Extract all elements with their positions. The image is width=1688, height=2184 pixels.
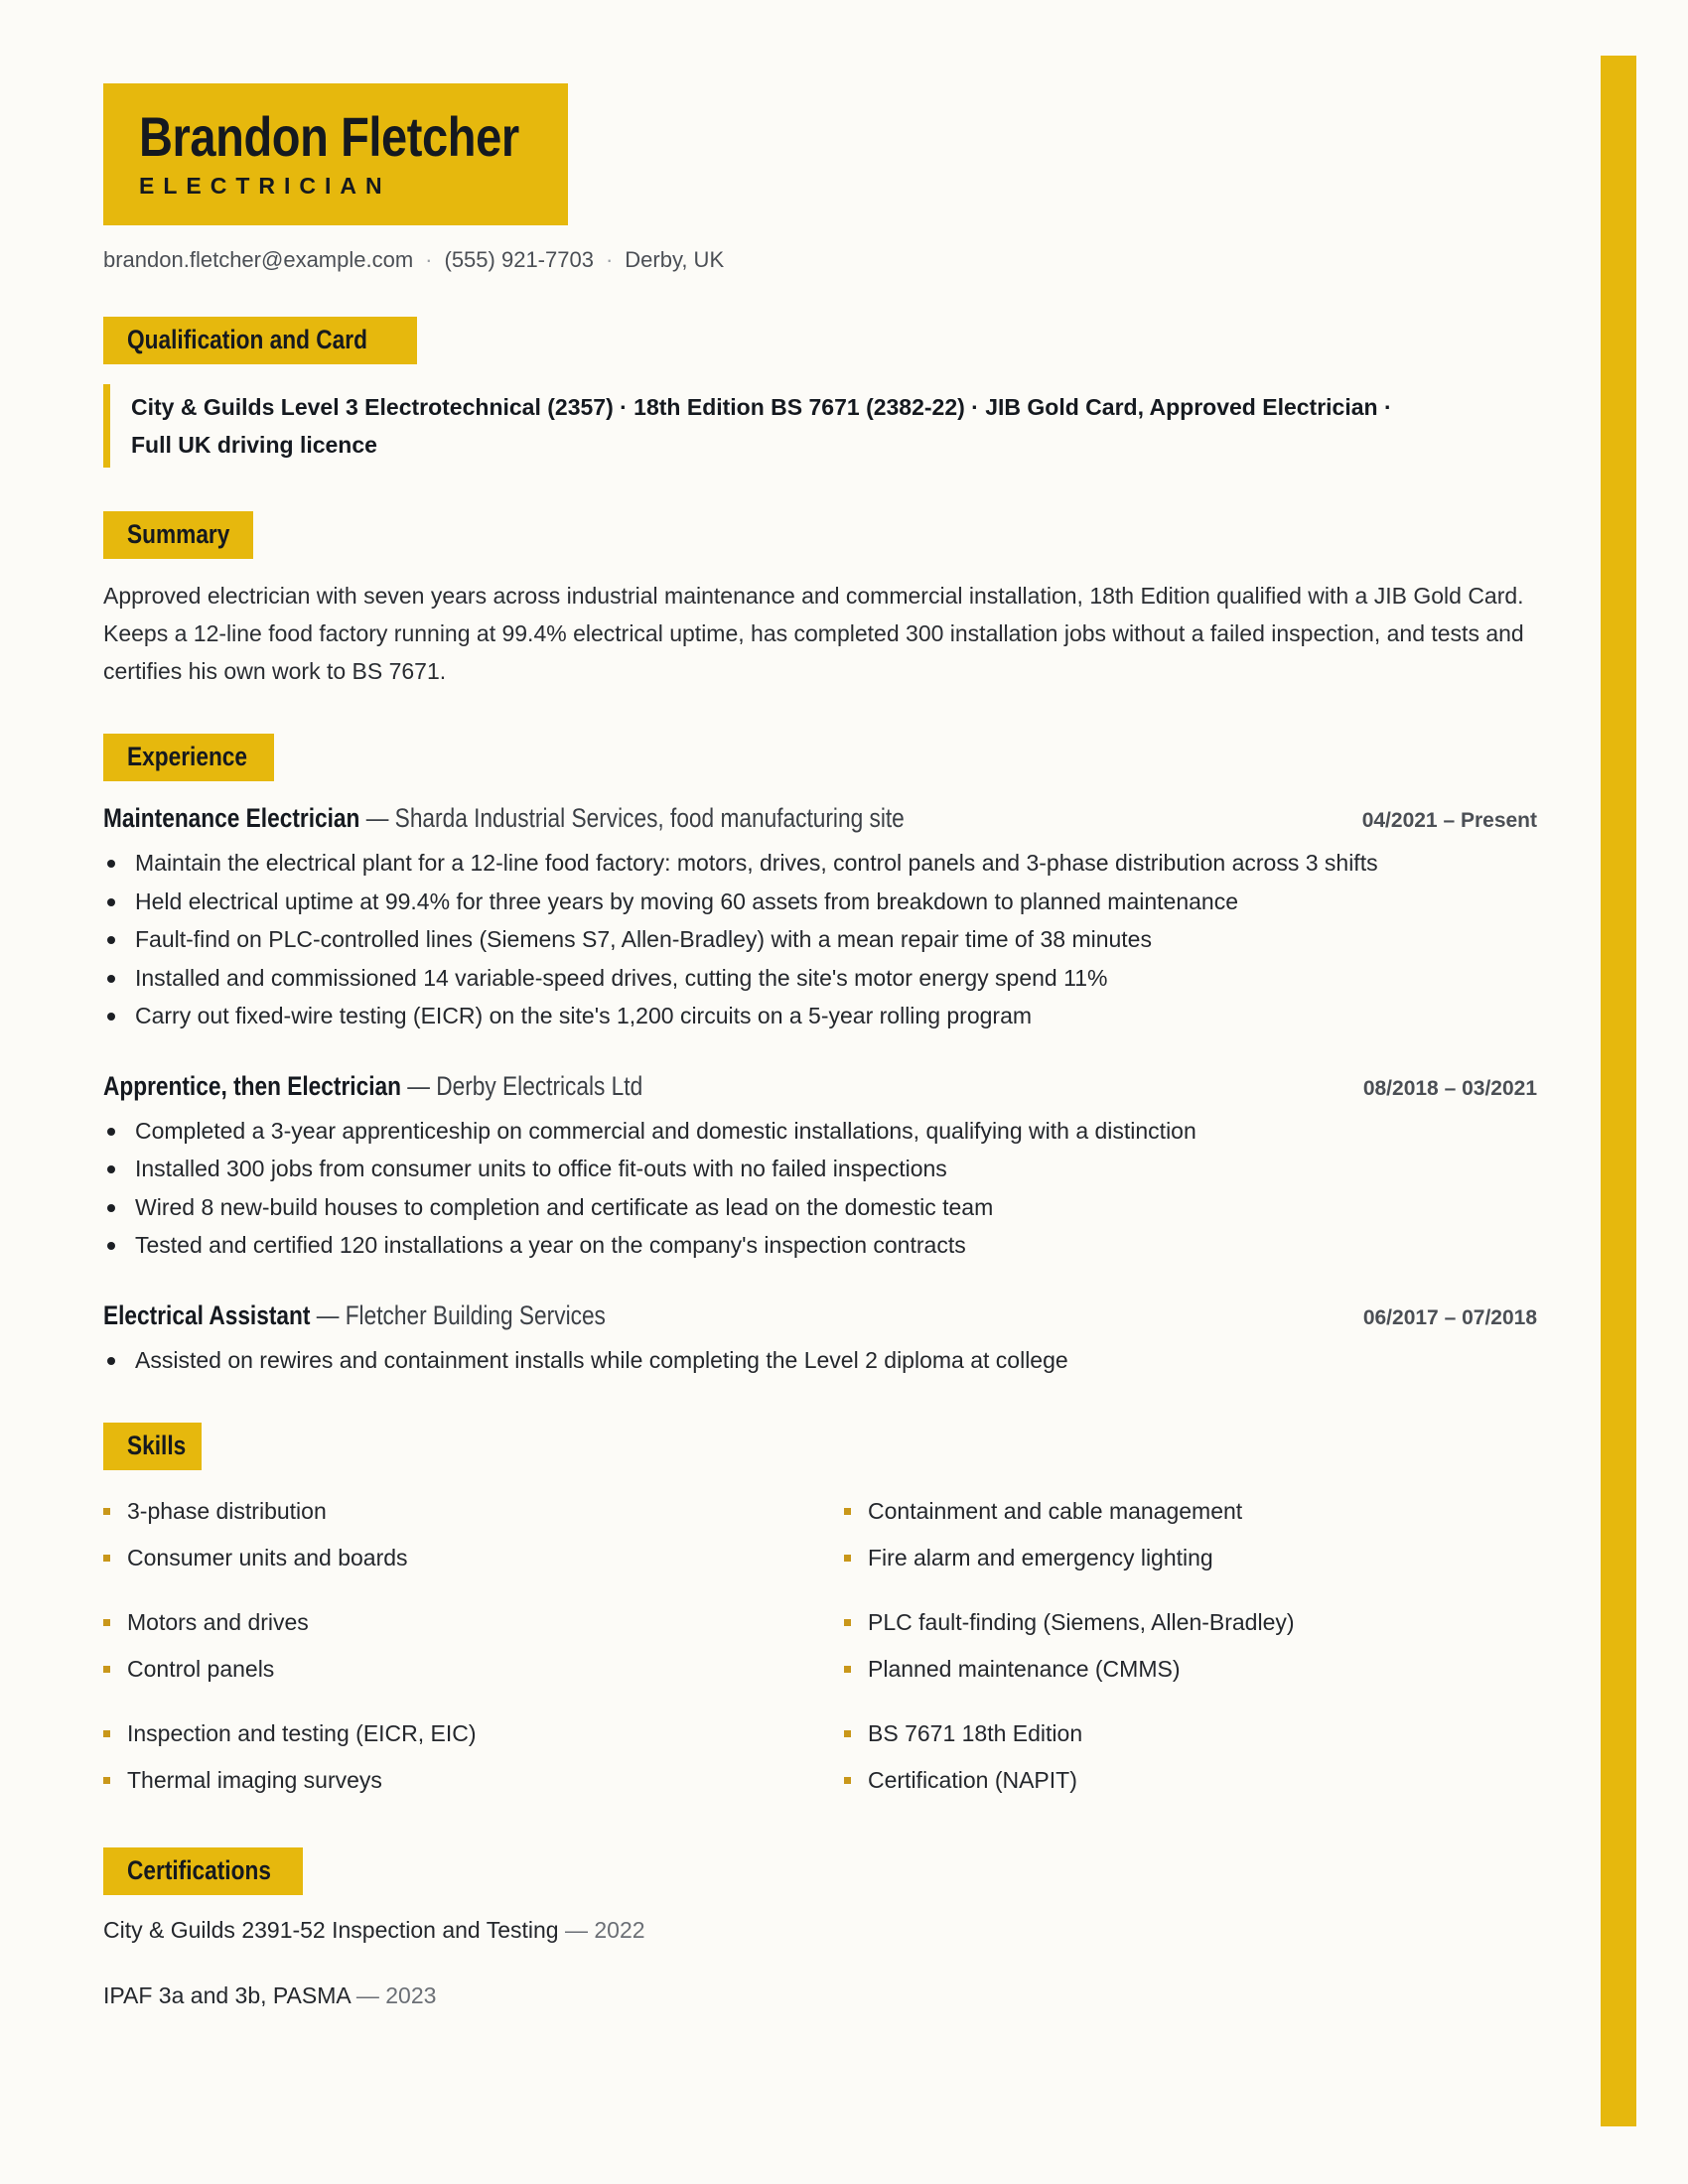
job-company: — Derby Electricals Ltd [400,1070,643,1101]
section-heading [103,1847,303,1895]
skill-item: 3-phase distribution [103,1488,844,1535]
certifications-heading: Certifications [127,1855,271,1885]
job-title-line [103,1071,642,1102]
job-bullet: Carry out fixed-wire testing (EICR) on the site's 1,200 circuits on a 5-year rolling program [103,997,1537,1035]
certification-item [103,1913,1537,1947]
summary-text: Approved electrician with seven years across industrial maintenance and commercial installation, 18th Edition qualified with a JIB Gold Card. Keeps a 12-line food factory running at 99.4% electrical uptime, has completed 300 installation jobs without a failed inspection, and tests and certifies his own work to BS 7671. [103,583,1524,684]
qualification-text [103,384,1537,468]
skill-group [844,1488,1537,1581]
contact-email[interactable]: brandon.fletcher@example.com [103,247,414,272]
job-bullet: Completed a 3-year apprenticeship on commercial and domestic installations, qualifying with a distinction [103,1112,1537,1151]
job-company: — Sharda Industrial Services, food manufacturing site [359,803,905,833]
skill-item: Fire alarm and emergency lighting [844,1535,1537,1581]
contact-separator: · [605,247,614,272]
job-entry [103,803,1537,1035]
job-header [103,803,1537,834]
skill-item: Thermal imaging surveys [103,1757,844,1804]
qualification-heading: Qualification and Card [127,325,367,354]
job-header [103,1300,1537,1331]
job-bullet: Installed and commissioned 14 variable-speed drives, cutting the site's motor energy spend 11% [103,959,1537,998]
job-bullet: Held electrical uptime at 99.4% for three years by moving 60 assets from breakdown to planned maintenance [103,883,1537,921]
job-title: Apprentice, then Electrician [103,1070,401,1101]
skill-item: Motors and drives [103,1599,844,1646]
experience-heading: Experience [127,742,248,771]
section-heading [103,511,253,559]
section-heading [103,734,274,781]
skill-item: Control panels [103,1646,844,1693]
job-entry [103,1071,1537,1265]
skill-group [103,1710,844,1804]
skill-item: Consumer units and boards [103,1535,844,1581]
skill-group [103,1488,844,1581]
resume-page [103,83,1537,2012]
contact-line [103,247,1537,273]
job-bullet: Assisted on rewires and containment installs while completing the Level 2 diploma at college [103,1341,1537,1380]
summary-heading: Summary [127,519,230,549]
job-dates: 08/2018 – 03/2021 [1362,1076,1537,1100]
job-bullet: Tested and certified 120 installations a year on the company's inspection contracts [103,1226,1537,1265]
skill-item: BS 7671 18th Edition [844,1710,1537,1757]
contact-separator: · [425,247,433,272]
job-bullets [103,844,1537,1035]
skill-group [103,1599,844,1693]
skill-item: PLC fault-finding (Siemens, Allen-Bradley) [844,1599,1537,1646]
job-title: Electrical Assistant [103,1299,311,1330]
skill-item: Containment and cable management [844,1488,1537,1535]
certification-year: — 2023 [350,1982,437,2008]
candidate-role: ELECTRICIAN [139,173,391,199]
job-bullet: Wired 8 new-build houses to completion and certificate as lead on the domestic team [103,1188,1537,1227]
certifications-list [103,1913,1537,2012]
name-block [103,83,568,225]
job-bullets [103,1341,1537,1380]
skills-heading: Skills [127,1431,187,1460]
section-heading [103,317,417,364]
job-title: Maintenance Electrician [103,803,360,833]
job-bullet: Fault-find on PLC-controlled lines (Siemens S7, Allen-Bradley) with a mean repair time of 38 minutes [103,920,1537,959]
skill-item: Planned maintenance (CMMS) [844,1646,1537,1693]
job-entry [103,1300,1537,1380]
job-dates: 06/2017 – 07/2018 [1362,1305,1537,1329]
job-title-line [103,803,905,834]
skills-grid [103,1488,1537,1822]
job-header [103,1071,1537,1102]
section-heading [103,1423,202,1470]
job-company: — Fletcher Building Services [310,1299,606,1330]
certification-item [103,1979,1537,2012]
contact-phone[interactable]: (555) 921-7703 [444,247,594,272]
skill-group [844,1710,1537,1804]
summary-section [103,468,1537,690]
certification-name: City & Guilds 2391-52 Inspection and Testing [103,1917,559,1943]
job-title-line [103,1300,606,1331]
accent-side-bar [1601,56,1636,2126]
certification-name: IPAF 3a and 3b, PASMA [103,1982,351,2008]
job-bullet: Installed 300 jobs from consumer units to office fit-outs with no failed inspections [103,1150,1537,1188]
job-bullets [103,1112,1537,1265]
contact-location: Derby, UK [625,247,725,272]
experience-section [103,690,1537,1379]
skill-group [844,1599,1537,1693]
skills-section [103,1379,1537,1822]
qualification-line: Full UK driving licence [131,432,377,458]
certifications-section [103,1822,1537,2012]
skill-item: Inspection and testing (EICR, EIC) [103,1710,844,1757]
job-bullet: Maintain the electrical plant for a 12-line food factory: motors, drives, control panels and 3-phase distribution across 3 shifts [103,844,1537,883]
skill-item: Certification (NAPIT) [844,1757,1537,1804]
candidate-name: Brandon Fletcher [139,105,519,168]
job-dates: 04/2021 – Present [1361,809,1537,832]
certification-year: — 2022 [558,1917,645,1943]
qualification-section [103,273,1537,468]
qualification-line: City & Guilds Level 3 Electrotechnical (2357) · 18th Edition BS 7671 (2382-22) · JIB Gold Card, Approved Electrician · [131,394,1392,420]
